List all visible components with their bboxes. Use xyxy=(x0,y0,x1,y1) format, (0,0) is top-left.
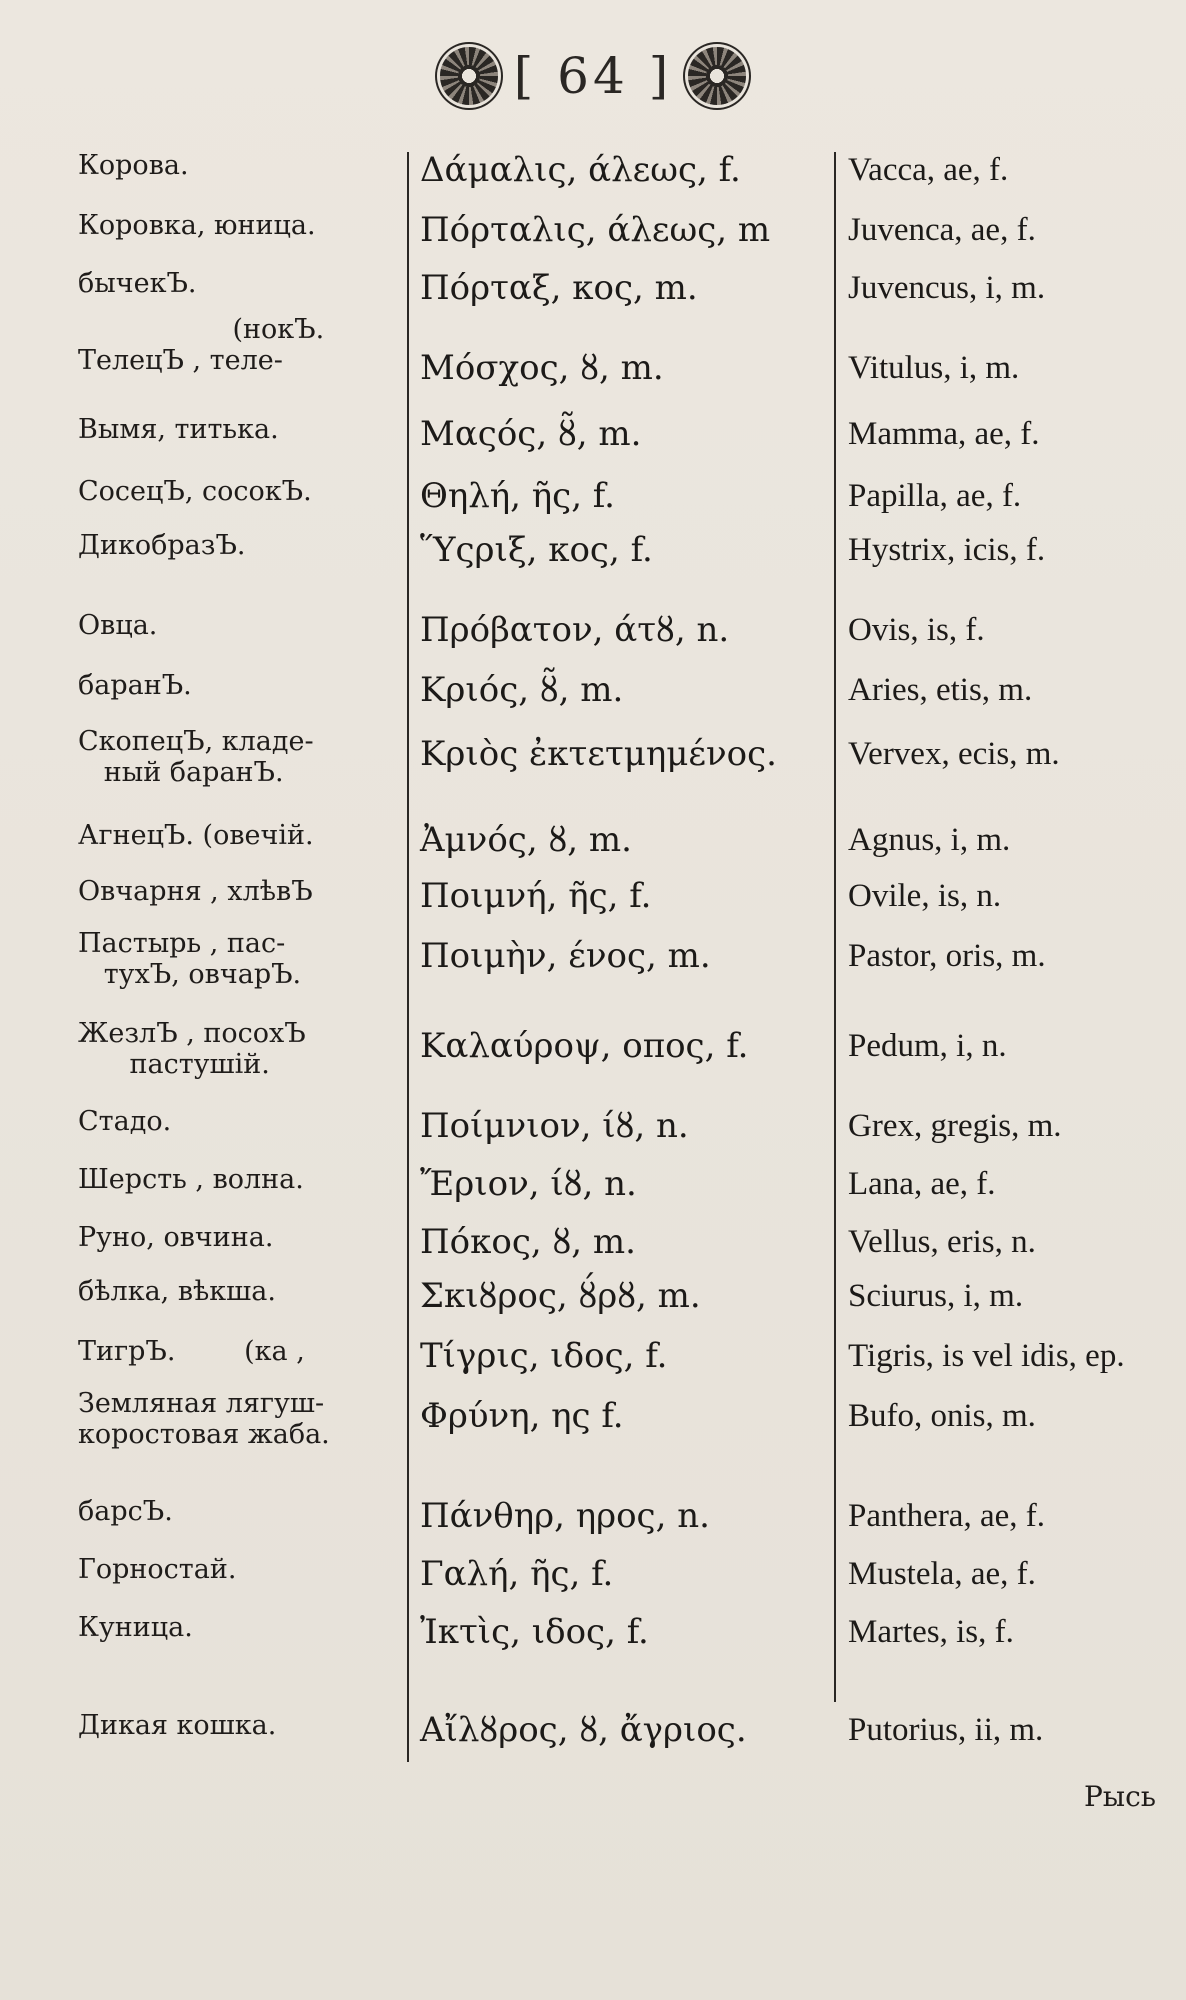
russian-term: Куница. xyxy=(78,1612,193,1643)
greek-term: Κριός, ȣ̃, m. xyxy=(420,670,624,710)
latin-term: Mamma, ae, f. xyxy=(848,416,1040,452)
latin-term: Vervex, ecis, m. xyxy=(848,736,1060,772)
latin-term: Hystrix, icis, f. xyxy=(848,532,1046,568)
russian-term: СосецЪ, сосокЪ. xyxy=(78,476,312,507)
latin-term: Vacca, ae, f. xyxy=(848,152,1009,188)
greek-term: Μαςός, ȣ̃, m. xyxy=(420,414,642,454)
greek-term: Μόσχος, ȣ, m. xyxy=(420,348,664,388)
catchword: Рысь xyxy=(1083,1780,1156,1813)
latin-term: Tigris, is vel idis, ep. xyxy=(848,1338,1125,1374)
greek-term: Κριὸς ἐκτετμημένος. xyxy=(420,734,777,774)
latin-term: Aries, etis, m. xyxy=(848,672,1033,708)
latin-term: Grex, gregis, m. xyxy=(848,1108,1062,1144)
russian-term: Коровка, юница. xyxy=(78,210,316,241)
greek-term: Ὕςριξ, κος, f. xyxy=(420,530,653,570)
latin-term: Lana, ae, f. xyxy=(848,1166,996,1202)
greek-term: Δάμαλις, άλεως, f. xyxy=(420,150,741,190)
greek-term: Αἴλȣρος, ȣ, ἄγριος. xyxy=(420,1710,747,1750)
greek-term: Φρύνη, ης f. xyxy=(420,1396,624,1436)
greek-term: Ἰκτὶς, ιδος, f. xyxy=(420,1612,649,1652)
russian-term: СкопецЪ, кладе- ный баранЪ. xyxy=(78,726,314,788)
latin-term: Sciurus, i, m. xyxy=(848,1278,1024,1314)
russian-term: бѣлка, вѣкша. xyxy=(78,1276,276,1307)
greek-term: Ποιμνή, ῆς, f. xyxy=(420,876,652,916)
russian-term: Руно, овчина. xyxy=(78,1222,274,1253)
latin-term: Juvencus, i, m. xyxy=(848,270,1046,306)
latin-term: Bufo, onis, m. xyxy=(848,1398,1036,1434)
russian-term: Овчарня , хлѣвЪ xyxy=(78,876,313,907)
latin-term: Panthera, ae, f. xyxy=(848,1498,1045,1534)
russian-term: ДикобразЪ. xyxy=(78,530,246,561)
russian-term: баранЪ. xyxy=(78,670,192,701)
latin-term: Vitulus, i, m. xyxy=(848,350,1020,386)
russian-term: Овца. xyxy=(78,610,158,641)
russian-term: Вымя, титька. xyxy=(78,414,279,445)
latin-term: Pastor, oris, m. xyxy=(848,938,1046,974)
russian-term: Стадо. xyxy=(78,1106,172,1137)
greek-term: Τίγρις, ιδος, f. xyxy=(420,1336,668,1376)
greek-term: Ποίμνιον, ίȣ, n. xyxy=(420,1106,689,1146)
latin-term: Ovis, is, f. xyxy=(848,612,985,648)
greek-term: Πρόβατον, άτȣ, n. xyxy=(420,610,730,650)
latin-term: Pedum, i, n. xyxy=(848,1028,1007,1064)
greek-term: Πόκος, ȣ, m. xyxy=(420,1222,636,1262)
greek-term: Πόρταξ, κος, m. xyxy=(420,268,698,308)
latin-term: Vellus, eris, n. xyxy=(848,1224,1036,1260)
russian-term: (нокЪ. ТелецЪ , теле- xyxy=(78,314,325,376)
russian-term: Земляная лягуш- коростовая жаба. xyxy=(78,1388,330,1450)
russian-term: Пастырь , пас- тухЪ, овчарЪ. xyxy=(78,928,302,990)
greek-term: Σκιȣρος, ȣ́ρȣ, m. xyxy=(420,1276,701,1316)
greek-term: Ἔριον, ίȣ, n. xyxy=(420,1164,637,1204)
russian-term: барсЪ. xyxy=(78,1496,173,1527)
latin-term: Martes, is, f. xyxy=(848,1614,1014,1650)
russian-term: ТигрЪ. (ка , xyxy=(78,1336,305,1367)
greek-term: Πάνθηρ, ηρος, n. xyxy=(420,1496,710,1536)
russian-term: Дикая кошка. xyxy=(78,1710,277,1741)
page-number: [ 64 ] xyxy=(513,47,673,105)
russian-term: бычекЪ. xyxy=(78,268,197,299)
greek-term: Καλαύροψ, οπος, f. xyxy=(420,1026,749,1066)
latin-term: Juvenca, ae, f. xyxy=(848,212,1036,248)
latin-term: Papilla, ae, f. xyxy=(848,478,1022,514)
greek-term: Πόρταλις, άλεως, m xyxy=(420,210,771,250)
latin-term: Ovile, is, n. xyxy=(848,878,1002,914)
latin-term: Mustela, ae, f. xyxy=(848,1556,1036,1592)
greek-term: Γαλή, ῆς, f. xyxy=(420,1554,614,1594)
russian-term: Шерсть , волна. xyxy=(78,1164,304,1195)
russian-term: АгнецЪ. (овечій. xyxy=(78,820,314,851)
russian-term: Корова. xyxy=(78,150,189,181)
russian-term: Горностай. xyxy=(78,1554,237,1585)
latin-term: Putorius, ii, m. xyxy=(848,1712,1044,1748)
latin-term: Agnus, i, m. xyxy=(848,822,1011,858)
greek-term: Ποιμὴν, ένος, m. xyxy=(420,936,711,976)
greek-term: Ἀμνός, ȣ, m. xyxy=(420,820,632,860)
russian-term: ЖезлЪ , посохЪ пастушій. xyxy=(78,1018,306,1080)
greek-term: Θηλή, ῆς, f. xyxy=(420,476,615,516)
